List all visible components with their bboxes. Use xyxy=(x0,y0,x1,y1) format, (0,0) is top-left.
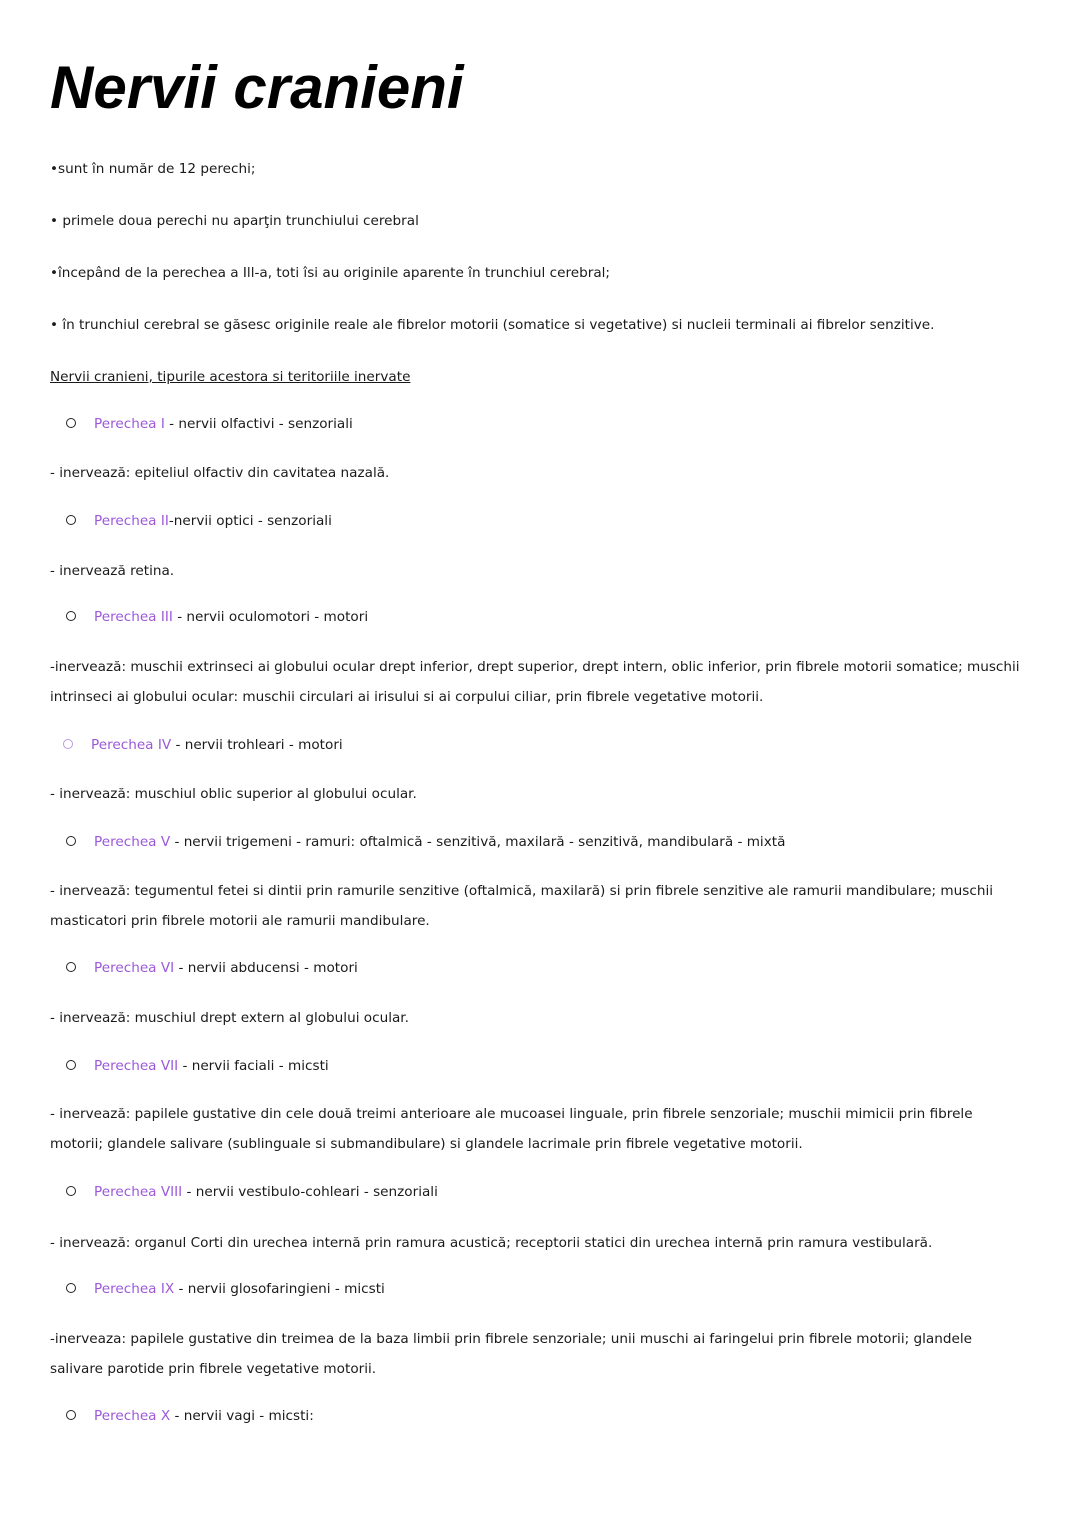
pair-heading xyxy=(66,1181,438,1203)
pair-heading xyxy=(66,831,785,853)
circle-bullet-icon xyxy=(66,611,76,621)
circle-bullet-icon xyxy=(66,1186,76,1196)
intro-line: •sunt în număr de 12 perechi; xyxy=(50,161,256,177)
pair-label: Perechea V xyxy=(94,834,171,850)
pair-innervation: - inervează: tegumentul fetei si dintii prin ramurile senzitive (oftalmică, maxilară) si prin fibrele senzitive ale ramurii mandibulare; muschii masticatori prin fibrele motorii ale ramurii mandibulare. xyxy=(50,883,994,929)
circle-bullet-icon xyxy=(66,418,76,428)
pair-label: Perechea X xyxy=(94,1408,171,1424)
circle-bullet-icon xyxy=(66,1283,76,1293)
pair-description: - nervii olfactivi - senzoriali xyxy=(164,416,353,432)
pair-label: Perechea VIII xyxy=(94,1184,183,1200)
pair-description: - nervii vestibulo-cohleari - senzoriali xyxy=(182,1184,438,1200)
circle-bullet-icon xyxy=(66,1060,76,1070)
pair-innervation: -inervează: muschii extrinseci ai globului ocular drept inferior, drept superior, drept intern, oblic inferior, prin fibrele motorii somatice; muschii intrinseci ai globului ocular: muschii circulari ai irisului si ai corpului ciliar, prin fibrele vegetative motorii. xyxy=(50,659,1020,705)
pair-description: -nervii optici - senzoriali xyxy=(168,513,332,529)
circle-bullet-icon xyxy=(63,739,73,749)
pair-description: - nervii trohleari - motori xyxy=(171,737,343,753)
pair-description: - nervii oculomotori - motori xyxy=(172,609,369,625)
intro-line: • primele doua perechi nu aparţin trunchiului cerebral xyxy=(50,213,419,229)
pair-heading xyxy=(66,1405,314,1427)
pair-description: - nervii trigemeni - ramuri: oftalmică - senzitivă, maxilară - senzitivă, mandibulară - mixtă xyxy=(170,834,786,850)
circle-bullet-icon xyxy=(66,836,76,846)
pair-label: Perechea IX xyxy=(94,1281,175,1297)
pair-label: Perechea IV xyxy=(91,737,172,753)
pair-innervation: -inerveaza: papilele gustative din treimea de la baza limbii prin fibrele senzoriale; unii muschi ai faringelui prin fibrele motorii; glandele salivare parotide prin fibrele vegetative motorii. xyxy=(50,1331,972,1377)
pair-heading xyxy=(63,734,343,756)
pair-heading xyxy=(66,957,358,979)
pair-heading xyxy=(66,1278,385,1300)
pair-innervation: - inervează: muschiul oblic superior al globului ocular. xyxy=(50,786,417,802)
pair-description: - nervii faciali - micsti xyxy=(178,1058,329,1074)
pair-label: Perechea VI xyxy=(94,960,175,976)
pair-innervation: - inervează: papilele gustative din cele două treimi anterioare ale mucoasei linguale, prin fibrele senzoriale; muschii mimicii prin fibrele motorii; glandele salivare (sublinguale si submandibulare) si glandele lacrimale prin fibrele vegetative motorii. xyxy=(50,1106,973,1152)
pair-heading xyxy=(66,1055,329,1077)
intro-line: • în trunchiul cerebral se găsesc originile reale ale fibrelor motorii (somatice si vegetative) si nucleii terminali ai fibrelor senzitive. xyxy=(50,317,935,333)
circle-bullet-icon xyxy=(66,515,76,525)
pair-description: - nervii glosofaringieni - micsti xyxy=(174,1281,385,1297)
pair-heading xyxy=(66,510,332,532)
pair-label: Perechea II xyxy=(94,513,169,529)
pair-innervation: - inervează: organul Corti din urechea internă prin ramura acustică; receptorii statici din urechea internă prin ramura vestibulară. xyxy=(50,1235,933,1251)
pair-innervation: - inervează: epiteliul olfactiv din cavitatea nazală. xyxy=(50,465,390,481)
pair-heading xyxy=(66,606,368,628)
pair-description: - nervii vagi - micsti: xyxy=(170,1408,314,1424)
pair-description: - nervii abducensi - motori xyxy=(174,960,358,976)
circle-bullet-icon xyxy=(66,1410,76,1420)
page-title: Nervii cranieni xyxy=(50,54,464,121)
circle-bullet-icon xyxy=(66,962,76,972)
pair-label: Perechea I xyxy=(94,416,165,432)
pair-label: Perechea III xyxy=(94,609,173,625)
pair-innervation: - inervează: muschiul drept extern al globului ocular. xyxy=(50,1010,409,1026)
pair-heading xyxy=(66,413,353,435)
section-heading: Nervii cranieni, tipurile acestora si teritoriile inervate xyxy=(50,369,411,385)
intro-line: •începând de la perechea a Ill-a, toti îsi au originile aparente în trunchiul cerebral; xyxy=(50,265,611,281)
pair-innervation: - inervează retina. xyxy=(50,563,175,579)
pair-label: Perechea VII xyxy=(94,1058,179,1074)
